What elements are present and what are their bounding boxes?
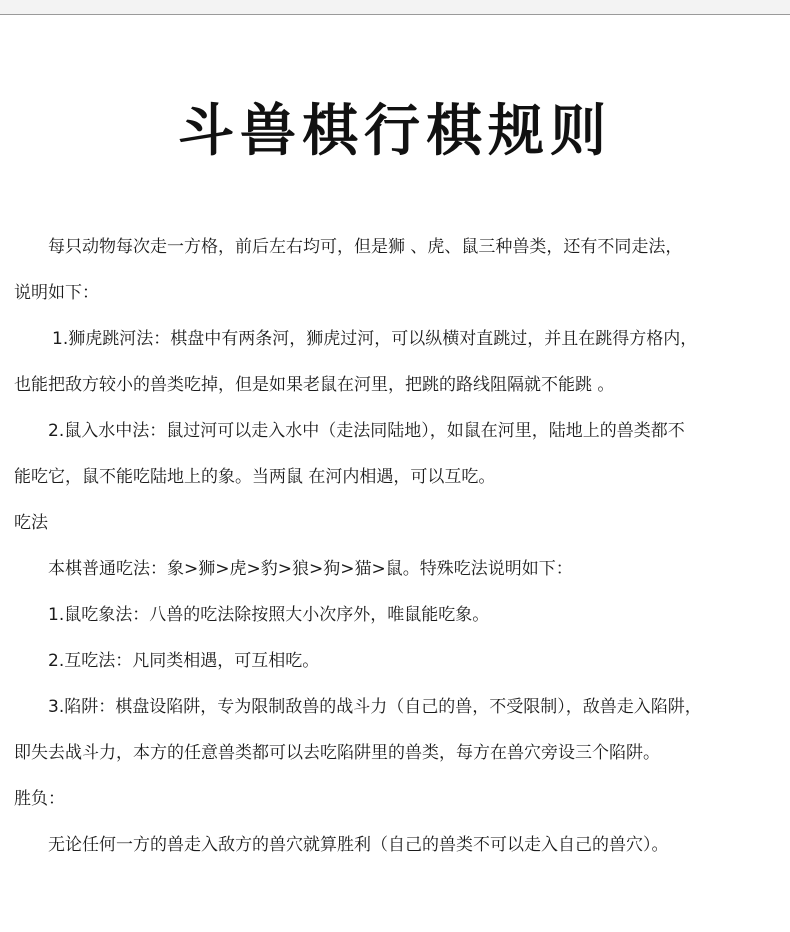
paragraph-line: 说明如下： bbox=[14, 283, 99, 303]
rules-body bbox=[14, 224, 780, 868]
paragraph-line: 1.狮虎跳河法：棋盘中有两条河，狮虎过河，可以纵横对直跳过，并且在跳得方格内， bbox=[52, 329, 698, 349]
paragraph-line: 能吃它，鼠不能吃陆地上的象。当两鼠 在河内相遇，可以互吃。 bbox=[14, 467, 496, 487]
paragraph-line: 无论任何一方的兽走入敌方的兽穴就算胜利（自己的兽类不可以走入自己的兽穴）。 bbox=[48, 835, 669, 855]
top-divider-bar bbox=[0, 0, 790, 15]
paragraph-line: 本棋普通吃法：象>狮>虎>豹>狼>狗>猫>鼠。特殊吃法说明如下： bbox=[48, 559, 573, 579]
section-heading: 吃法 bbox=[14, 513, 48, 533]
paragraph-line: 即失去战斗力，本方的任意兽类都可以去吃陷阱里的兽类，每方在兽穴旁设三个陷阱。 bbox=[14, 743, 660, 763]
paragraph-line: 3.陷阱：棋盘设陷阱，专为限制敌兽的战斗力（自己的兽，不受限制），敌兽走入陷阱， bbox=[48, 697, 702, 717]
paragraph-line: 2.互吃法：凡同类相遇，可互相吃。 bbox=[48, 651, 320, 671]
paragraph-line: 2.鼠入水中法：鼠过河可以走入水中（走法同陆地），如鼠在河里，陆地上的兽类都不 bbox=[48, 421, 685, 441]
paragraph-line: 1.鼠吃象法：八兽的吃法除按照大小次序外，唯鼠能吃象。 bbox=[48, 605, 490, 625]
paragraph-line: 也能把敌方较小的兽类吃掉，但是如果老鼠在河里，把跳的路线阻隔就不能跳 。 bbox=[14, 375, 615, 395]
section-heading: 胜负： bbox=[14, 789, 65, 809]
paragraph-line: 每只动物每次走一方格，前后左右均可，但是狮 、虎、鼠三种兽类，还有不同走法， bbox=[48, 237, 683, 257]
page-title: 斗兽棋行棋规则 bbox=[178, 99, 612, 164]
